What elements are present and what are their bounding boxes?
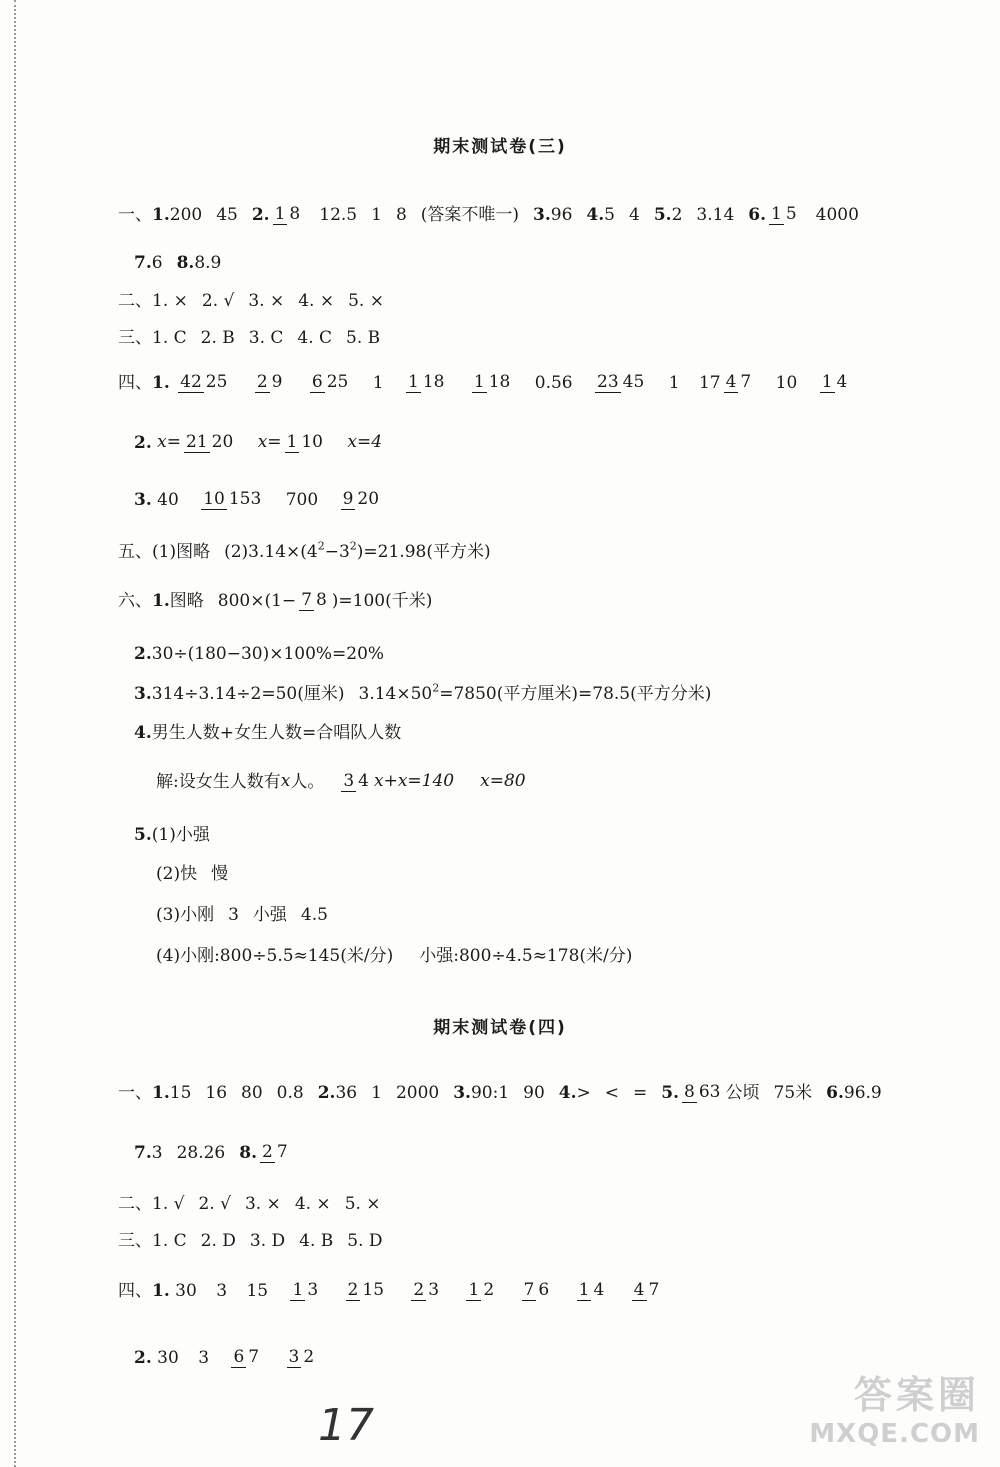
answer: 15 bbox=[246, 1280, 269, 1301]
paper-3-title: 期末测试卷(三) bbox=[433, 137, 567, 157]
answer: 12.5 bbox=[319, 204, 358, 225]
fraction: 3 2 bbox=[288, 1347, 315, 1367]
answer: 小强 bbox=[252, 904, 287, 925]
answer: 0.8 bbox=[276, 1082, 304, 1103]
fraction: 6 7 bbox=[233, 1347, 260, 1367]
answer: 公顷 bbox=[725, 1082, 760, 1103]
answer: 40 bbox=[157, 489, 179, 510]
answer: 4.5 bbox=[300, 904, 328, 925]
variable: x bbox=[280, 771, 291, 791]
answer: 4. B bbox=[299, 1230, 334, 1251]
q-number: 2. bbox=[251, 204, 270, 225]
section-label: 二、 bbox=[118, 290, 152, 311]
fraction: 8 63 bbox=[684, 1082, 721, 1102]
answer: 1 bbox=[371, 204, 382, 225]
answer: 2. √ bbox=[198, 1193, 231, 1214]
answer: 3. × bbox=[244, 1193, 281, 1214]
p3-section-6-line-3 bbox=[134, 683, 711, 704]
answer: 2000 bbox=[395, 1082, 440, 1103]
fraction: 1 4 bbox=[821, 372, 848, 392]
answer: 1. × bbox=[152, 290, 188, 311]
p4-section-4-line-2 bbox=[134, 1347, 319, 1368]
q-number: 5. bbox=[134, 824, 152, 845]
fraction: 1 4 bbox=[578, 1280, 605, 1300]
fraction: 4 7 bbox=[725, 372, 752, 392]
answer: 2. D bbox=[200, 1230, 236, 1251]
answer: 16 bbox=[205, 1082, 228, 1103]
fraction: 6 25 bbox=[311, 372, 349, 392]
equation: x=4 bbox=[347, 432, 383, 452]
equation: x= bbox=[257, 432, 282, 452]
q-number: 1. bbox=[152, 372, 170, 393]
answer: 15 bbox=[169, 1082, 192, 1103]
answer: 90:1 bbox=[470, 1082, 510, 1103]
p3-section-6-line-2 bbox=[134, 643, 384, 664]
answer: 3 bbox=[216, 1280, 228, 1301]
q-number: 8. bbox=[176, 252, 195, 273]
answer: 28.26 bbox=[176, 1142, 226, 1163]
answer: (2)快 bbox=[156, 863, 198, 884]
q-number: 4. bbox=[558, 1082, 577, 1103]
p3-section-6-line-7 bbox=[156, 863, 228, 884]
answer: 30 bbox=[175, 1280, 197, 1301]
fraction: 2 7 bbox=[262, 1142, 288, 1162]
fraction: 10 153 bbox=[203, 489, 262, 509]
equation: x=80 bbox=[480, 771, 526, 791]
answer: (2)3.14×(4 bbox=[224, 541, 318, 562]
note: (答案不唯一) bbox=[420, 204, 520, 225]
q-number: 8. bbox=[239, 1142, 257, 1163]
exponent: 2 bbox=[432, 681, 440, 695]
fraction: 1 10 bbox=[286, 432, 323, 452]
answer: )=100(千米) bbox=[331, 590, 433, 611]
watermark-logo-text: 答案圈 bbox=[853, 1373, 980, 1417]
answer: 3 bbox=[228, 904, 239, 925]
fraction: 42 25 bbox=[180, 372, 228, 392]
answer: (3)小刚 bbox=[156, 904, 215, 925]
answer: < bbox=[604, 1082, 620, 1103]
q-number: 5. bbox=[653, 204, 672, 225]
q-number: 3. bbox=[134, 683, 152, 704]
fraction: 2 9 bbox=[256, 372, 283, 392]
answer: 1 bbox=[372, 372, 384, 393]
p3-section-6-line-6 bbox=[134, 824, 210, 845]
q-number: 6. bbox=[748, 204, 767, 225]
answer: 4 bbox=[629, 204, 640, 225]
section-label: 四、 bbox=[118, 1280, 152, 1301]
equation: x= bbox=[157, 432, 181, 452]
answer: 30 bbox=[157, 1347, 179, 1368]
p3-section-6-line-9 bbox=[156, 945, 632, 966]
p3-section-6-line-8 bbox=[156, 904, 328, 925]
answer: 人。 bbox=[290, 771, 325, 792]
answer: 3. D bbox=[249, 1230, 286, 1251]
section-label: 一、 bbox=[118, 204, 152, 225]
fraction: 7 8 bbox=[301, 590, 327, 610]
fraction: 9 20 bbox=[342, 489, 380, 509]
answer: 1 bbox=[668, 372, 680, 393]
p3-section-4-line-2 bbox=[134, 432, 382, 453]
p4-section-4-line-1 bbox=[118, 1280, 664, 1301]
answer: 700 bbox=[285, 489, 319, 510]
answer: (4)小刚:800÷5.5≈145(米/分) bbox=[156, 945, 394, 966]
q-number: 7. bbox=[134, 252, 152, 273]
answer: 4. C bbox=[297, 327, 333, 348]
binding-margin bbox=[14, 0, 16, 1467]
watermark-logo bbox=[809, 1364, 980, 1449]
p3-section-3 bbox=[118, 327, 380, 348]
q-number: 1. bbox=[152, 1082, 170, 1103]
q-number: 4. bbox=[134, 722, 152, 743]
q-number: 3. bbox=[134, 489, 152, 510]
answer: =7850(平方厘米)=78.5(平方分米) bbox=[439, 683, 712, 704]
exponent: 2 bbox=[317, 539, 325, 553]
answer: 1. √ bbox=[152, 1193, 185, 1214]
answer: (1)小强 bbox=[151, 824, 210, 845]
fraction: 4 7 bbox=[633, 1280, 660, 1300]
answer: 3. × bbox=[248, 290, 285, 311]
answer: 5. B bbox=[346, 327, 381, 348]
fraction: 1 2 bbox=[468, 1280, 495, 1300]
page-number: 17 bbox=[318, 1400, 374, 1451]
answer: 1. C bbox=[152, 327, 187, 348]
p3-section-6-line-4 bbox=[134, 722, 401, 743]
section-label: 三、 bbox=[118, 1230, 152, 1251]
answer: 5. D bbox=[347, 1230, 383, 1251]
p3-section-4-line-1 bbox=[118, 372, 852, 393]
p3-section-4-line-3 bbox=[134, 489, 384, 510]
section-label: 五、 bbox=[118, 541, 152, 562]
p3-section-1-line-1 bbox=[118, 204, 859, 225]
answer: 5. × bbox=[344, 1193, 381, 1214]
fraction: 3 4 bbox=[343, 771, 369, 791]
fraction: 1 8 bbox=[274, 204, 301, 224]
fraction: 2 15 bbox=[347, 1280, 385, 1300]
paper-4-title: 期末测试卷(四) bbox=[433, 1018, 567, 1038]
answer: 96 bbox=[550, 204, 573, 225]
answer: 800×(1− bbox=[217, 590, 297, 611]
q-number: 1. bbox=[152, 204, 170, 225]
answer: 45 bbox=[216, 204, 238, 225]
answer: )=21.98(平方米) bbox=[356, 541, 491, 562]
watermark-url: MXQE.COM bbox=[809, 1419, 980, 1449]
answer: 10 bbox=[775, 372, 798, 393]
answer: 3 bbox=[151, 1142, 163, 1163]
q-number: 7. bbox=[134, 1142, 152, 1163]
fraction: 23 45 bbox=[597, 372, 645, 392]
q-number: 2. bbox=[134, 432, 152, 453]
answer: −3 bbox=[324, 541, 350, 562]
answer: 5 bbox=[604, 204, 615, 225]
section-label: 三、 bbox=[118, 327, 152, 348]
answer: 36 bbox=[335, 1082, 358, 1103]
answer: 96.9 bbox=[843, 1082, 882, 1103]
answer: 图略 bbox=[169, 590, 204, 611]
answer: 2. √ bbox=[201, 290, 235, 311]
answer: 1 bbox=[371, 1082, 382, 1103]
p3-section-6-line-1 bbox=[118, 590, 432, 611]
q-number: 3. bbox=[453, 1082, 471, 1103]
exponent: 2 bbox=[349, 539, 357, 553]
answer: 小强:800÷4.5≈178(米/分) bbox=[419, 945, 633, 966]
answer: 8 bbox=[395, 204, 407, 225]
fraction: 2 3 bbox=[413, 1280, 440, 1300]
fraction: 1 18 bbox=[473, 372, 511, 392]
equation: x+x=140 bbox=[373, 771, 455, 791]
answer: 4000 bbox=[815, 204, 859, 225]
fraction: 1 18 bbox=[408, 372, 445, 392]
p4-section-1-line-2 bbox=[134, 1142, 293, 1163]
section-label: 六、 bbox=[118, 590, 152, 611]
fraction: 1 3 bbox=[292, 1280, 319, 1300]
answer: 8.9 bbox=[194, 252, 222, 273]
answer: 3.14×50 bbox=[358, 683, 433, 704]
fraction: 21 20 bbox=[186, 432, 234, 452]
answer: 3.14 bbox=[696, 204, 735, 225]
q-number: 1. bbox=[152, 590, 170, 611]
p3-section-1-line-2 bbox=[134, 252, 221, 273]
p4-section-2 bbox=[118, 1193, 381, 1214]
answer: 30÷(180−30)×100%=20% bbox=[151, 643, 385, 664]
answer: 80 bbox=[241, 1082, 263, 1103]
answer: 314÷3.14÷2=50(厘米) bbox=[151, 683, 345, 704]
q-number: 1. bbox=[152, 1280, 170, 1301]
section-label: 一、 bbox=[118, 1082, 152, 1103]
answer: 3. C bbox=[248, 327, 284, 348]
answer: 2. B bbox=[200, 327, 235, 348]
answer: 2 bbox=[671, 204, 683, 225]
answer: 解:设女生人数有 bbox=[156, 771, 281, 792]
p3-section-5 bbox=[118, 541, 491, 562]
q-number: 4. bbox=[586, 204, 605, 225]
answer: > bbox=[576, 1082, 591, 1103]
answer: 0.56 bbox=[534, 372, 573, 393]
p4-section-3 bbox=[118, 1230, 383, 1251]
answer: 6 bbox=[151, 252, 163, 273]
section-label: 二、 bbox=[118, 1193, 152, 1214]
p3-section-6-line-5 bbox=[156, 771, 526, 792]
answer: 75米 bbox=[773, 1082, 813, 1103]
q-number: 2. bbox=[134, 1347, 152, 1368]
answer: 4. × bbox=[298, 290, 335, 311]
answer: 慢 bbox=[211, 863, 229, 884]
answer: (1)图略 bbox=[152, 541, 211, 562]
q-number: 2. bbox=[134, 643, 152, 664]
fraction: 7 6 bbox=[523, 1280, 550, 1300]
answer: 4. × bbox=[294, 1193, 331, 1214]
answer: 1. C bbox=[152, 1230, 187, 1251]
answer: 90 bbox=[523, 1082, 545, 1103]
answer: = bbox=[633, 1082, 648, 1103]
q-number: 2. bbox=[317, 1082, 336, 1103]
q-number: 5. bbox=[661, 1082, 680, 1103]
answer: 200 bbox=[169, 204, 203, 225]
answer: 男生人数+女生人数=合唱队人数 bbox=[151, 722, 402, 743]
p3-section-2 bbox=[118, 290, 384, 311]
fraction: 1 5 bbox=[771, 204, 797, 224]
q-number: 3. bbox=[533, 204, 551, 225]
p4-section-1-line-1 bbox=[118, 1082, 882, 1103]
answer: 3 bbox=[198, 1347, 210, 1368]
q-number: 6. bbox=[826, 1082, 844, 1103]
section-label: 四、 bbox=[118, 372, 152, 393]
mixed-whole: 17 bbox=[698, 372, 721, 393]
answer: 5. × bbox=[348, 290, 384, 311]
